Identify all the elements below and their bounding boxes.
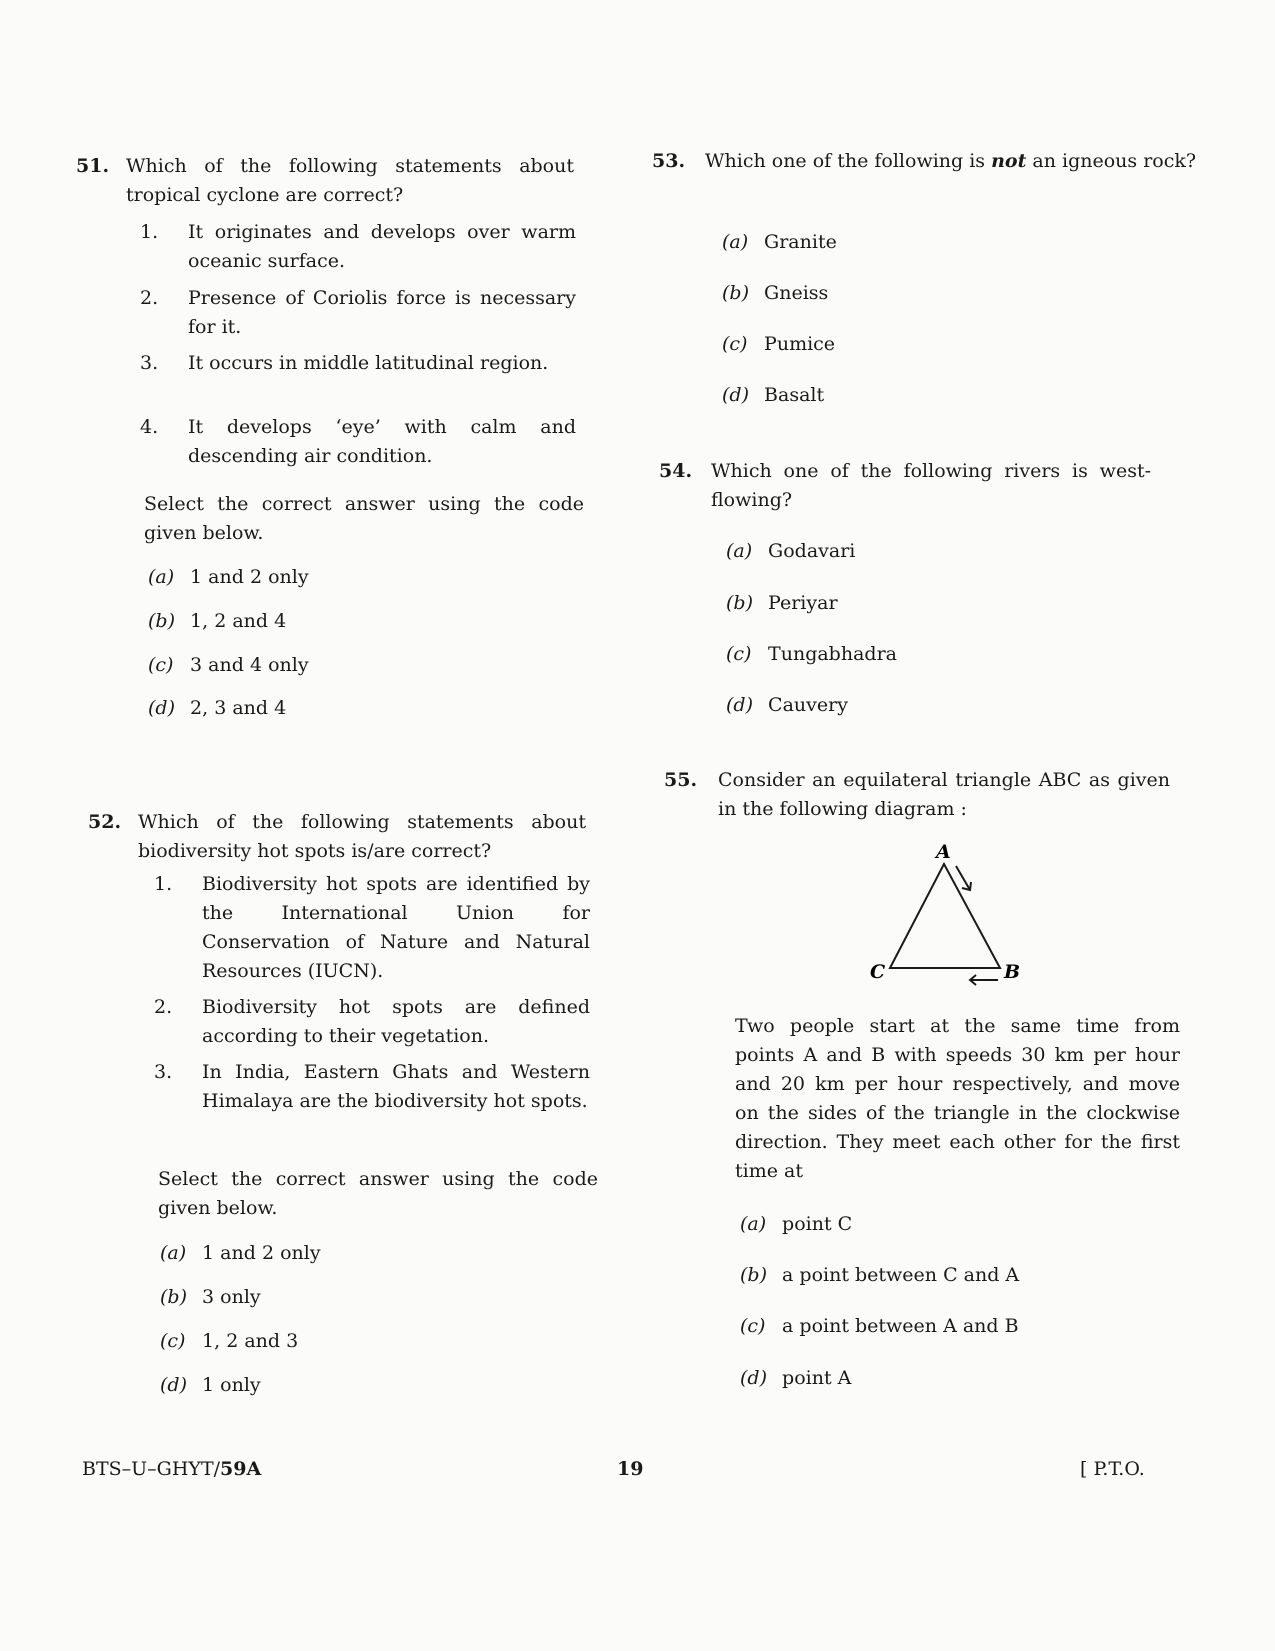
statement-text: In India, Eastern Ghats and Western Himalaya are the biodiversity hot spots. xyxy=(202,1061,590,1112)
option-letter: (a) xyxy=(740,1213,767,1235)
option-text: 1 and 2 only xyxy=(202,1242,321,1264)
option-text: 1 only xyxy=(202,1374,261,1396)
vertex-c-label: C xyxy=(870,961,886,983)
booklet-code xyxy=(82,1455,261,1484)
option-text: 1, 2 and 4 xyxy=(190,610,287,632)
statement-number: 1. xyxy=(154,873,173,895)
statement-text: Biodiversity hot spots are defined according to their vegetation. xyxy=(202,996,590,1047)
option-b[interactable] xyxy=(726,589,838,618)
statement-text: Biodiversity hot spots are identified by the International Union for Conservation of Nature and Natural Resources (IUCN). xyxy=(202,873,590,982)
option-d[interactable] xyxy=(740,1364,851,1393)
question-number: 52. xyxy=(88,811,122,833)
code-prefix: BTS–U–GHYT/ xyxy=(82,1458,221,1480)
instruction: Select the correct answer using the code given below. xyxy=(144,493,584,544)
option-letter: (c) xyxy=(740,1315,766,1337)
statement-text: It originates and develops over warm oceanic surface. xyxy=(188,221,576,272)
page-number: 19 xyxy=(617,1458,644,1480)
option-text: Basalt xyxy=(764,384,825,406)
option-text: a point between A and B xyxy=(782,1315,1019,1337)
option-letter: (b) xyxy=(148,610,175,632)
question-text: Which one of the following rivers is west-flowing? xyxy=(711,460,1151,511)
option-letter: (b) xyxy=(160,1286,187,1308)
option-text: Pumice xyxy=(764,333,836,355)
vertex-b-label: B xyxy=(1004,961,1021,983)
option-letter: (d) xyxy=(722,384,749,406)
option-letter: (a) xyxy=(722,231,749,253)
statement-number: 2. xyxy=(154,996,173,1018)
option-letter: (d) xyxy=(160,1374,187,1396)
option-text: a point between C and A xyxy=(782,1264,1020,1286)
question-number: 53. xyxy=(652,150,686,172)
option-letter: (c) xyxy=(160,1330,186,1352)
option-letter: (a) xyxy=(726,540,753,562)
question-51 xyxy=(76,152,576,210)
question-text: Which of the following statements about tropical cyclone are correct? xyxy=(126,155,574,206)
option-d[interactable] xyxy=(726,691,848,720)
statement-number: 4. xyxy=(140,416,159,438)
statement-text: It occurs in middle latitudinal region. xyxy=(188,352,549,374)
question-paragraph: Two people start at the same time from points A and B with speeds 30 km per hour and 20 km per hour respectively, and move on the sides of the triangle in the clockwise direction. They meet each other for the first time at xyxy=(735,1015,1180,1182)
question-text-part: an igneous rock? xyxy=(1026,150,1197,172)
statement-number: 3. xyxy=(154,1061,173,1083)
option-a[interactable] xyxy=(740,1210,852,1239)
option-c[interactable] xyxy=(148,651,309,680)
triangle-diagram xyxy=(860,838,1040,988)
option-c[interactable] xyxy=(722,330,835,359)
option-text: 1 and 2 only xyxy=(190,566,309,588)
statement-number: 3. xyxy=(140,352,159,374)
option-d[interactable] xyxy=(160,1371,261,1400)
option-letter: (c) xyxy=(148,654,174,676)
option-text: 3 only xyxy=(202,1286,261,1308)
arrow-a-to-b-icon xyxy=(956,866,971,890)
option-a[interactable] xyxy=(148,563,309,592)
option-d[interactable] xyxy=(148,694,286,723)
question-text-part: Which one of the following is xyxy=(705,150,992,172)
option-text: point C xyxy=(782,1213,853,1235)
option-letter: (d) xyxy=(726,694,753,716)
option-letter: (c) xyxy=(726,643,752,665)
option-letter: (c) xyxy=(722,333,748,355)
option-c[interactable] xyxy=(740,1312,1019,1341)
option-text: Periyar xyxy=(768,592,838,614)
question-number: 55. xyxy=(664,769,698,791)
emphasis: not xyxy=(991,150,1027,172)
option-b[interactable] xyxy=(722,279,828,308)
option-letter: (d) xyxy=(148,697,175,719)
option-b[interactable] xyxy=(148,607,286,636)
triangle xyxy=(890,864,1000,968)
statement-number: 1. xyxy=(140,221,159,243)
option-letter: (a) xyxy=(160,1242,187,1264)
option-d[interactable] xyxy=(722,381,824,410)
option-text: Godavari xyxy=(768,540,856,562)
option-letter: (b) xyxy=(722,282,749,304)
option-b[interactable] xyxy=(160,1283,261,1312)
option-text: Granite xyxy=(764,231,837,253)
code-series: 59A xyxy=(220,1458,262,1480)
option-text: point A xyxy=(782,1367,852,1389)
question-text: Consider an equilateral triangle ABC as given in the following diagram : xyxy=(718,769,1170,820)
statement-number: 2. xyxy=(140,287,159,309)
statement-text: Presence of Coriolis force is necessary for it. xyxy=(188,287,576,338)
option-a[interactable] xyxy=(160,1239,321,1268)
question-53 xyxy=(652,147,1197,176)
question-55 xyxy=(664,766,1184,824)
pto-label: [ P.T.O. xyxy=(1080,1458,1145,1480)
option-text: Cauvery xyxy=(768,694,848,716)
question-text: Which of the following statements about biodiversity hot spots is/are correct? xyxy=(138,811,586,862)
option-b[interactable] xyxy=(740,1261,1019,1290)
statement-text: It develops ‘eye’ with calm and descending air condition. xyxy=(188,416,576,467)
question-text xyxy=(705,147,1275,176)
option-c[interactable] xyxy=(726,640,897,669)
instruction: Select the correct answer using the code given below. xyxy=(158,1168,598,1219)
question-number: 51. xyxy=(76,155,110,177)
question-54 xyxy=(659,457,1179,515)
option-text: Tungabhadra xyxy=(768,643,897,665)
option-a[interactable] xyxy=(726,537,855,566)
vertex-a-label: A xyxy=(936,841,951,863)
arrow-b-to-c-icon xyxy=(970,975,998,985)
option-c[interactable] xyxy=(160,1327,298,1356)
option-a[interactable] xyxy=(722,228,837,257)
option-letter: (d) xyxy=(740,1367,767,1389)
option-text: 3 and 4 only xyxy=(190,654,309,676)
option-text: 1, 2 and 3 xyxy=(202,1330,299,1352)
question-number: 54. xyxy=(659,460,693,482)
question-52 xyxy=(88,808,588,866)
option-text: 2, 3 and 4 xyxy=(190,697,287,719)
option-letter: (a) xyxy=(148,566,175,588)
option-letter: (b) xyxy=(740,1264,767,1286)
option-text: Gneiss xyxy=(764,282,829,304)
option-letter: (b) xyxy=(726,592,753,614)
